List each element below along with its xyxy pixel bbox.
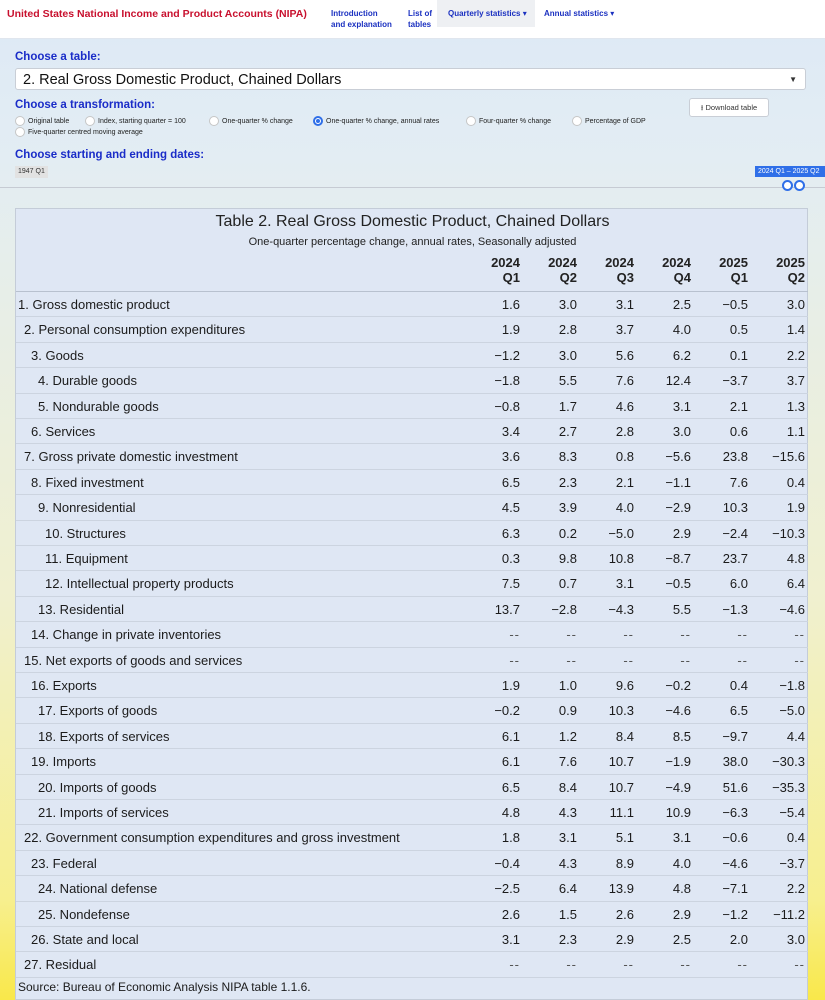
table-cell: 1.0 (558, 678, 577, 693)
table-cell: 23.7 (722, 551, 748, 566)
table-cell: 2.5 (672, 932, 691, 947)
table-cell: 0.3 (501, 551, 520, 566)
nav-quarterly-statistics[interactable]: Quarterly statistics ▾ (448, 9, 527, 18)
table-cell: −0.5 (722, 297, 748, 312)
top-nav (0, 0, 825, 39)
slider-end-handle[interactable] (794, 180, 805, 191)
table-cell: −10.3 (772, 525, 805, 541)
table-cell: −6.3 (722, 805, 748, 820)
table-cell: −2.8 (551, 601, 577, 617)
table-subtitle: One-quarter percentage change, annual rates, Seasonally adjusted (248, 236, 577, 248)
table-cell: 3.9 (558, 500, 577, 516)
table-cell: 4.5 (501, 500, 520, 516)
source-note: Source: Bureau of Economic Analysis NIPA table 1.1.6. (18, 980, 311, 994)
radio-label: Four-quarter % change (479, 117, 551, 125)
radio-label: Percentage of GDP (585, 117, 646, 125)
column-header (470, 255, 520, 285)
table-cell: 10.8 (608, 551, 634, 566)
table-cell: 2.8 (615, 424, 634, 439)
table-row (16, 876, 808, 901)
column-header (584, 255, 634, 285)
table-cell: 10.7 (608, 779, 634, 795)
table-cell: 6.2 (672, 347, 691, 363)
table-row (16, 724, 808, 749)
table-cell: 1.7 (558, 398, 577, 414)
table-cell: 8.3 (558, 449, 577, 465)
table-cell: 1.8 (501, 830, 520, 846)
table-cell: 4.4 (786, 728, 805, 744)
row-label: 3. Goods (31, 347, 84, 363)
radio-percentage-of-gdp[interactable] (572, 116, 646, 127)
table-cell: 3.0 (558, 347, 577, 363)
radio-four-quarter-change[interactable] (466, 116, 551, 127)
table-cell: 6.5 (501, 474, 520, 490)
table-row (16, 368, 808, 393)
table-cell: 3.6 (501, 449, 520, 465)
table-row (16, 317, 808, 342)
column-header-quarter: Q2 (559, 270, 577, 285)
table-cell: 4.3 (558, 805, 577, 820)
table-cell: 0.4 (786, 474, 805, 490)
table-row (16, 851, 808, 876)
row-label: 1. Gross domestic product (18, 297, 170, 312)
table-cell: −15.6 (772, 449, 805, 465)
table-cell: 3.1 (672, 830, 691, 846)
table-cell: 0.7 (558, 576, 577, 592)
table-cell: −1.2 (494, 347, 520, 363)
row-label: 26. State and local (31, 932, 139, 947)
table-cell: 38.0 (722, 754, 748, 770)
row-label: 6. Services (31, 424, 96, 439)
column-header-quarter: Q1 (730, 270, 748, 285)
table-row (16, 444, 808, 469)
table-cell: −5.0 (779, 703, 805, 719)
table-cell: 8.4 (615, 728, 634, 744)
table-row (16, 952, 808, 977)
table-cell: −11.2 (773, 906, 805, 922)
table-cell: −30.3 (772, 754, 805, 770)
table-cell: 2.2 (786, 347, 805, 363)
date-slider-track[interactable] (0, 187, 825, 188)
table-cell: -- (623, 652, 634, 668)
table-cell: −1.1 (665, 474, 691, 490)
table-cell: 3.1 (501, 932, 520, 947)
table-cell: 0.8 (615, 449, 634, 465)
column-header (641, 255, 691, 285)
table-row (16, 749, 808, 774)
table-cell: 4.0 (672, 855, 691, 871)
table-cell: 6.4 (558, 881, 577, 897)
table-cell: 4.8 (786, 551, 805, 566)
table-cell: 4.6 (615, 398, 634, 414)
table-cell: −0.6 (722, 830, 748, 846)
column-header (755, 255, 805, 285)
column-header-quarter: Q2 (787, 270, 805, 285)
radio-label: One-quarter % change (222, 117, 293, 125)
nav-list-line2: tables (408, 20, 432, 29)
table-cell: 2.0 (729, 932, 748, 947)
table-row (16, 622, 808, 647)
table-cell: 2.2 (786, 881, 805, 897)
radio-one-quarter-change-annual[interactable] (313, 116, 439, 127)
row-label: 19. Imports (31, 754, 97, 770)
table-cell: 2.6 (501, 906, 520, 922)
radio-button[interactable] (572, 116, 582, 126)
table-cell: 6.3 (501, 525, 520, 541)
radio-button[interactable] (209, 116, 219, 126)
table-row (16, 927, 808, 952)
radio-label: Five-quarter centred moving average (28, 128, 143, 136)
radio-button[interactable] (15, 127, 25, 137)
table-cell: 1.9 (786, 500, 805, 516)
table-cell: 2.5 (672, 297, 691, 312)
row-label: 4. Durable goods (38, 373, 138, 389)
table-cell: 1.5 (558, 906, 577, 922)
site-title[interactable]: United States National Income and Product Accounts (NIPA) (7, 8, 307, 20)
row-label: 13. Residential (38, 601, 124, 617)
table-cell: 0.4 (786, 830, 805, 846)
table-cell: 5.1 (615, 830, 634, 846)
table-cell: 3.1 (558, 830, 577, 846)
table-cell: −2.4 (722, 525, 748, 541)
row-label: 7. Gross private domestic investment (24, 449, 238, 465)
table-cell: −1.2 (722, 906, 748, 922)
table-cell: 1.9 (501, 322, 520, 338)
table-title: Table 2. Real Gross Domestic Product, Chained Dollars (215, 213, 610, 230)
table-cell: 10.3 (608, 703, 634, 719)
table-cell: 3.0 (786, 297, 805, 312)
table-cell: 4.0 (615, 500, 634, 516)
table-cell: -- (737, 957, 748, 973)
table-cell: 9.6 (615, 678, 634, 693)
table-row (16, 394, 808, 419)
table-cell: -- (509, 652, 520, 668)
column-header-quarter: Q3 (616, 270, 634, 285)
table-cell: 2.1 (615, 474, 634, 490)
table-cell: −5.0 (608, 525, 634, 541)
table-cell: −2.5 (494, 881, 520, 897)
table-cell: 13.9 (608, 881, 634, 897)
table-cell: −4.6 (665, 703, 691, 719)
download-table-button[interactable]: ⭳ Download table (689, 98, 769, 117)
column-header (527, 255, 577, 285)
table-row (16, 597, 808, 622)
table-cell: 10.9 (665, 805, 691, 820)
table-row (16, 648, 808, 673)
table-cell: 4.8 (672, 881, 691, 897)
row-label: 2. Personal consumption expenditures (24, 322, 246, 338)
table-select[interactable] (15, 68, 806, 90)
column-header-year: 2025 (776, 255, 805, 270)
table-cell: 8.9 (615, 855, 634, 871)
table-row (16, 571, 808, 596)
row-label: 23. Federal (31, 855, 97, 871)
table-cell: 4.3 (558, 855, 577, 871)
table-cell: 1.4 (786, 322, 805, 338)
table-cell: 1.9 (501, 678, 520, 693)
table-cell: 0.9 (558, 703, 577, 719)
radio-button[interactable] (85, 116, 95, 126)
table-cell: 8.4 (558, 779, 577, 795)
column-header-quarter: Q1 (502, 270, 520, 285)
table-cell: 3.1 (615, 576, 634, 592)
nav-list-line1: List of (408, 9, 432, 18)
radio-original-table[interactable] (15, 116, 69, 127)
column-header-year: 2024 (662, 255, 691, 270)
table-cell: −0.8 (494, 398, 520, 414)
table-cell: −3.7 (722, 373, 748, 389)
radio-one-quarter-change[interactable] (209, 116, 293, 127)
table-cell: 2.8 (558, 322, 577, 338)
table-cell: −0.4 (494, 855, 520, 871)
table-cell: 7.6 (558, 754, 577, 770)
table-cell: -- (680, 957, 691, 973)
table-cell: -- (566, 957, 577, 973)
table-cell: 3.0 (672, 424, 691, 439)
table-cell: -- (509, 957, 520, 973)
table-cell: 6.1 (501, 754, 520, 770)
table-cell: -- (623, 627, 634, 643)
table-cell: -- (794, 652, 805, 668)
column-header-year: 2024 (491, 255, 520, 270)
radio-five-quarter-average[interactable] (15, 127, 143, 138)
table-cell: 5.5 (672, 601, 691, 617)
table-cell: 2.9 (615, 932, 634, 947)
table-cell: 1.1 (786, 424, 805, 439)
table-cell: 8.5 (672, 728, 691, 744)
table-cell: -- (509, 627, 520, 643)
column-header-year: 2024 (605, 255, 634, 270)
row-label: 12. Intellectual property products (45, 576, 234, 592)
nav-introduction-line1: Introduction (331, 9, 378, 18)
table-cell: 4.0 (672, 322, 691, 338)
table-row (16, 800, 808, 825)
table-cell: -- (680, 652, 691, 668)
table-row (16, 825, 808, 850)
table-cell: 3.0 (786, 932, 805, 947)
table-cell: 0.2 (558, 525, 577, 541)
row-label: 14. Change in private inventories (31, 627, 222, 643)
table-cell: 3.7 (615, 322, 634, 338)
table-cell: −9.7 (722, 728, 748, 744)
table-cell: 9.8 (558, 551, 577, 566)
radio-label: Original table (28, 117, 70, 125)
table-cell: 3.4 (501, 424, 520, 439)
row-label: 11. Equipment (45, 551, 128, 566)
table-cell: 2.3 (558, 474, 577, 490)
radio-button[interactable] (15, 116, 25, 126)
column-header-year: 2025 (719, 255, 748, 270)
table-cell: −35.3 (772, 779, 805, 795)
table-cell: 3.1 (615, 297, 634, 312)
table-cell: 2.7 (558, 424, 577, 439)
column-header (698, 255, 748, 285)
radio-button[interactable] (466, 116, 476, 126)
table-cell: -- (623, 957, 634, 973)
table-cell: 2.9 (672, 525, 691, 541)
choose-table-label: Choose a table: (15, 51, 101, 63)
table-cell: -- (566, 652, 577, 668)
table-cell: −1.3 (722, 601, 748, 617)
table-cell: 11.1 (609, 805, 634, 820)
row-label: 27. Residual (24, 957, 97, 973)
row-label: 10. Structures (45, 525, 126, 541)
row-label: 20. Imports of goods (38, 779, 157, 795)
table-cell: 23.8 (722, 449, 748, 465)
nav-introduction-line2: and explanation (331, 20, 392, 29)
table-row (16, 902, 808, 927)
table-cell: -- (680, 627, 691, 643)
transformation-radio-group (15, 116, 695, 140)
slider-start-handle[interactable] (782, 180, 793, 191)
table-cell: -- (737, 627, 748, 643)
table-cell: 0.6 (729, 424, 748, 439)
table-row (16, 419, 808, 444)
table-cell: 3.0 (558, 297, 577, 312)
start-date-label: 1947 Q1 (15, 166, 48, 178)
row-label: 24. National defense (38, 881, 158, 897)
radio-index[interactable] (85, 116, 186, 127)
row-label: 15. Net exports of goods and services (24, 652, 243, 668)
column-header-quarter: Q4 (673, 270, 691, 285)
table-select-value: 2. Real Gross Domestic Product, Chained Dollars (23, 72, 342, 88)
table-cell: −4.9 (665, 779, 691, 795)
radio-label: Index, starting quarter = 100 (98, 117, 186, 125)
table-cell: -- (794, 957, 805, 973)
table-cell: −0.5 (665, 576, 691, 592)
nav-introduction[interactable] (331, 8, 392, 30)
table-cell: 2.1 (729, 398, 748, 414)
table-cell: −4.3 (608, 601, 634, 617)
table-cell: 3.1 (672, 398, 691, 414)
table-row (16, 775, 808, 800)
table-cell: -- (794, 627, 805, 643)
table-row (16, 292, 808, 317)
table-cell: −4.6 (722, 855, 748, 871)
table-cell: −0.2 (494, 703, 520, 719)
table-cell: −1.8 (494, 373, 520, 389)
table-cell: 13.7 (494, 601, 520, 617)
table-row (16, 673, 808, 698)
row-label: 21. Imports of services (38, 805, 169, 820)
table-cell: -- (566, 627, 577, 643)
table-cell: 51.6 (722, 779, 748, 795)
radio-label: One-quarter % change, annual rates (326, 117, 440, 125)
table-cell: 6.0 (729, 576, 748, 592)
table-row (16, 343, 808, 368)
table-cell: −5.6 (665, 449, 691, 465)
column-header-year: 2024 (548, 255, 577, 270)
chevron-down-icon: ▼ (789, 75, 797, 84)
table-cell: −8.7 (665, 551, 691, 566)
table-cell: 2.6 (615, 906, 634, 922)
table-cell: 2.3 (558, 932, 577, 947)
table-cell: 7.5 (501, 576, 520, 592)
nav-annual-statistics[interactable]: Annual statistics ▾ (544, 9, 615, 18)
table-cell: 1.3 (786, 398, 805, 414)
table-cell: 5.5 (558, 373, 577, 389)
nav-list-of-tables[interactable] (408, 8, 432, 30)
table-cell: 0.4 (729, 678, 748, 693)
row-label: 9. Nonresidential (38, 500, 136, 516)
table-cell: 0.1 (729, 347, 748, 363)
table-cell: 6.5 (501, 779, 520, 795)
table-cell: 4.8 (501, 805, 520, 820)
table-cell: −1.9 (665, 754, 691, 770)
table-cell: −4.6 (779, 601, 805, 617)
table-cell: 6.5 (729, 703, 748, 719)
table-cell: 6.1 (501, 728, 520, 744)
table-row (16, 470, 808, 495)
radio-button-selected[interactable] (313, 116, 323, 126)
table-cell: 7.6 (615, 373, 634, 389)
row-label: 8. Fixed investment (31, 474, 144, 490)
table-cell: −2.9 (665, 500, 691, 516)
table-cell: 1.2 (558, 728, 577, 744)
table-cell: −0.2 (665, 678, 691, 693)
table-cell: 6.4 (786, 576, 805, 592)
row-label: 18. Exports of services (38, 728, 170, 744)
table-cell: 2.9 (672, 906, 691, 922)
table-cell: 0.5 (729, 322, 748, 338)
choose-dates-label: Choose starting and ending dates: (15, 149, 205, 161)
row-label: 5. Nondurable goods (38, 398, 159, 414)
row-label: 25. Nondefense (38, 906, 130, 922)
table-row (16, 521, 808, 546)
table-row (16, 495, 808, 520)
table-cell: 10.3 (722, 500, 748, 516)
table-cell: -- (737, 652, 748, 668)
table-cell: 1.6 (501, 297, 520, 312)
table-cell: −3.7 (779, 855, 805, 871)
table-row (16, 546, 808, 571)
table-cell: 3.7 (786, 373, 805, 389)
table-cell: 10.7 (608, 754, 634, 770)
table-cell: 12.4 (665, 373, 691, 389)
row-label: 16. Exports (31, 678, 97, 693)
table-row (16, 698, 808, 723)
row-label: 17. Exports of goods (38, 703, 158, 719)
table-cell: 7.6 (729, 474, 748, 490)
table-cell: −7.1 (722, 881, 748, 897)
table-cell: −1.8 (779, 678, 805, 693)
table-cell: 5.6 (615, 347, 634, 363)
date-range-label: 2024 Q1 – 2025 Q2 (755, 166, 825, 177)
table-cell: −5.4 (779, 805, 805, 820)
choose-transformation-label: Choose a transformation: (15, 99, 155, 111)
row-label: 22. Government consumption expenditures and gross investment (24, 830, 400, 846)
